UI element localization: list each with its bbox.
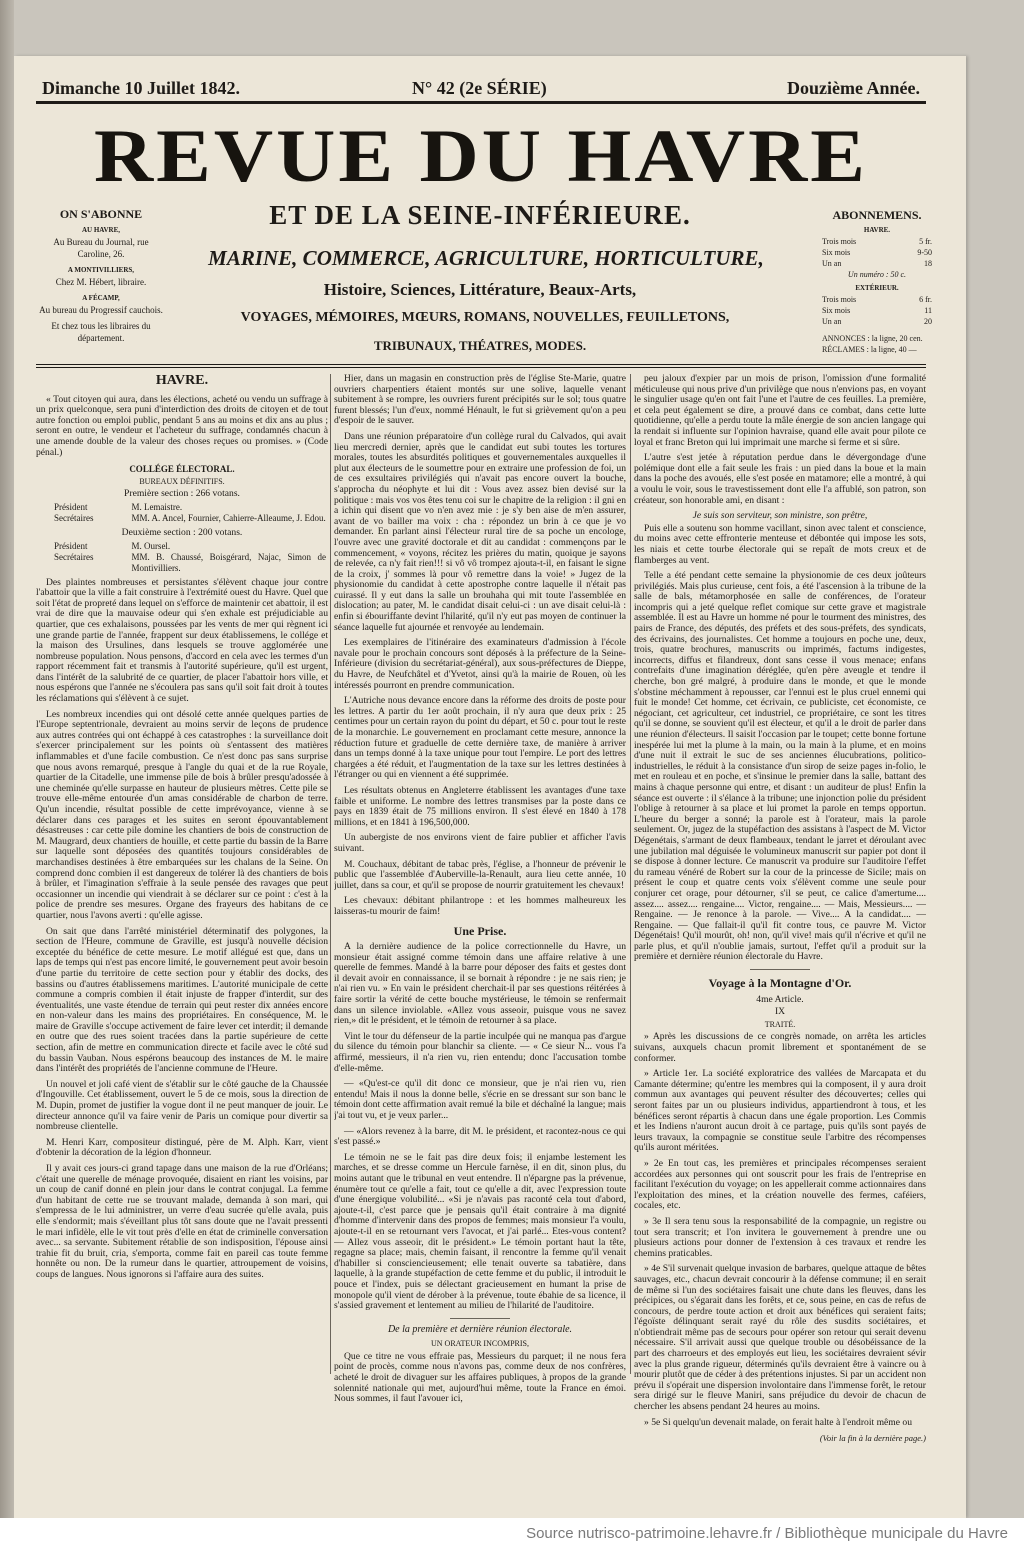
price-row: Un an 18 (822, 259, 932, 268)
article-incendies: Les nombreux incendies qui ont désolé cette année quelques parties de l'Europe septentrionale, devraient au moins servir de leçons de prudence aux autres contrées qui ont échappé à ces catastrophes : la surveillance doit s'exercer principalement sur les points où s'entassent des matières inflammables et d'une facile combustion. Ce n'est donc pas sans surprise que nous avons remarqué, presque à l'angle du quai et de la rue Royale, quartier de la Citadelle, une immense pile de bois à brûler presqu'adossée à une cheminée qu'elle surpasse en hauteur de plusieurs mètres. Cette pile se trouve elle-même entourée d'un amas considérable de charbon de terre. Qu'un incendie, résultat possible de cette imprévoyance, vienne à se déclarer dans ces parages et les suites en seront épouvantablement désastreuses : car cette pile domine les chantiers de bois de construction de M. Maugrard, deux chantiers de houille, et cette partie du bassin de la Barre sur laquelle sont déposées des quantités toujours considérables de marchandises destinées à être embarquées sur les chalans de la Seine. On comprend donc combien il est dangereux de tolérer là des chantiers de bois à brûler, et l'imagination s'effraie à la seule pensée des ravages que peut occasionner un incendie qui viendrait à se déclarer sur ce point : c'est à la police de prendre ses mesures. Organe des frayeurs des habitans de ce quartier, nous l'avons averti : qu'elle agisse. (36, 708, 328, 921)
reunion-paragraph-1: Que ce titre ne vous effraie pas, Messieurs du parquet; il ne nous fera point de procès, comme nous n'avons pas, comme deux de nos confrères, acheté le droit de divaguer sur les affaires publiques, à propos de la grande solennité nationale qui met, aujourd'hui même, toute la France en émoi. Nous sommes, il faut l'avouer ici, (334, 1350, 626, 1405)
masthead-tagline-1: MARINE, COMMERCE, AGRICULTURE, HORTICULTURE, (208, 246, 764, 270)
subscription-title: ON S'ABONNE (59, 207, 143, 221)
traite-article-5: » 5e Si quelqu'un devenait malade, on ferait halte à l'endroit même ou (644, 1416, 912, 1428)
heading-orateur: UN ORATEUR INCOMPRIS, (430, 1339, 529, 1349)
reunion-paragraph-5: Telle a été pendant cette semaine la physionomie de ces deux joûteurs privilégiés. Mais plus curieuse, cent fois, a été l'ascension à la tribune de la salle de bals, métamorphosée en salle de conférences, de l'orateur incompris qui a jeté quelque reflet comique sur cette grave et magistrale assemblée. Il est au Havre un homme né pour le tourment des ministres, des pairs de France, des députés, des préfets et des sous-préfets, des syndicats, des écrivains, des journalistes. Cet homme a toujours en poche une, deux, trois, quatre brochures, manuscrits ou imprimés, factums indigestes, incorrects, diffus et filandreux, dont sans cesse il vous menace; enfans contrefaits d'une imagination déréglée, qu'en père aveugle et tendre il cherche, bon gré malgré, à produire dans le monde, et que le monde s'obstine méchamment à repousser, car l'ennui est le plus cruel ennemi qui fuit le monde! Cet homme, cet écrivain, ce publiciste, cet économiste, ce négociant, cet agriculteur, cet industriel, ce propriétaire, ce sont les titres qu'il se donne, se souvient qu'il est électeur, et qu'il a le droit de parler dans une réunion d'électeurs. Il saisit l'occasion par le toupet; cette bonne fortune inespérée lui met la plume à la main, ou la main à la plume, et en moins d'une nuit il extrait le suc de ses anciennes élucubrations, politico-industrielles, le réduit à la consistance d'un sirop de seize pages in-folio, le met en rouleau et en poche, et s'insinue le premier dans la salle, battant des mains à chaque personne qui entre, et disant : un auditeur de plus! Enfin la séance est ouverte : il s'élance à la tribune; une injonction polie du président l'oblige à retourner à sa place et lui promet la parole en temps opportun. L'heure du berger a sonné; la parole est à l'orateur, mais la parole seulement. Or, jugez de la stupéfaction des assistans à l'aspect de M. Victor Dégenétais, s'armant de deux flambeaux, tendant le jarret et déroulant avec une jubilation mal déguisée le volumineux manuscrit sur papier pot dont il se dispose à donner lecture. Ce manuscrit va produire sur l'auditoire l'effet du rameau vénéré de Robert sur la cour de la princesse de Sicile; mais on présent le coup et quatre cents voix s'élèvent comme une seule pour conjurer cet orage, pour détourner, s'il se peut, ce calice d'amertume.... assez.... assez.... rengaine.... Victor, rengaine.... — Mais, Messieurs.... — Rengaine. — Je renonce à la parole. — Vive.... A la candidat.... — Rengaine. — Que fallait-il qu'il fit contre tous, ce pauvre M. Victor Dégenétais! Qu'il mourût, oh! non, qu'il vive! mais qu'il n'écrive et qu'il ne parle plus, et qu'il n'oublie jamais, surtout, l'effet qu'il a produit sur la première et dernière réunion électorale du Havre. (634, 570, 926, 963)
article-aubergiste: Un aubergiste de nos environs vient de faire publier et afficher l'avis suivant. (334, 832, 626, 854)
chapter-number: IX (774, 1006, 786, 1018)
article-poste-autriche: L'Autriche nous devance encore dans la réforme des droits de poste pour les lettres. A partir du 1er août prochain, il n'y aura que deux prix : 25 centimes pour un certain rayon du point du départ, et 50 c. pour tout le reste de la monarchie. Le gouvernement en proclamant cette mesure, annonce la réduction future et graduelle de cette dernière taxe, de manière à arriver dans un temps donné à la taxe unique pour tout l'empire. Le port des lettres chargées a été réduit, et l'augmentation de la taxe sur les lettres destinées à l'étranger ou qui en viennent a été supprimée. (334, 695, 626, 781)
heading-voyage: Voyage à la Montagne d'Or. (708, 976, 852, 991)
price-row: Six mois 9-50 (822, 248, 932, 257)
single-issue-price: Un numéro : 50 c. (847, 270, 907, 279)
article-ecole-navale: Les exemplaires de l'itinéraire des examinateurs d'admission à l'école navale pour le prochain concours sont déposés à la préfecture de la Seine-Inférieure (division du secrétariat-général), aux sous-préfectures de Dieppe, du Havre, de Neufchâtel et d'Yvetot, ainsi qu'à la mairie de Rouen, où les intéressés pourront en prendre communication. (334, 637, 626, 691)
havre-address: Au Bureau du Journal, rue Caroline, 26. (53, 237, 149, 259)
subscription-prices (822, 210, 932, 355)
exterieur-prices-label: EXTÉRIEUR. (855, 284, 899, 292)
traite-heading: TRAITÉ. (764, 1019, 796, 1029)
prise-paragraph-2: Vint le tour du défenseur de la partie inculpée qui ne manqua pas d'argue du silence du témoin pour blanchir sa cliente. — « Ce sieur N... vous l'a affirmé, messieurs, il n'a rien vu, rien entendu; donc l'accusation tombe d'elle-même. (334, 1030, 626, 1074)
havre-label: AU HAVRE, (82, 226, 120, 234)
price-row: Un an 20 (822, 317, 932, 326)
masthead-tagline-3: VOYAGES, MÉMOIRES, MŒURS, ROMANS, NOUVELLES, FEUILLETONS, (240, 310, 730, 325)
montivilliers-label: A MONTIVILLIERS, (67, 266, 135, 274)
article-calvados: Dans une réunion préparatoire d'un collège rural du Calvados, qui avait lieu mercredi dernier, après que le candidat eut subi toutes les tortures morales, toutes les absurdités politiques et gouvernementales auxquelles il plut aux électeurs de le soumettre pour en extraire une profession de foi, un de ces exsultaires privilégiés qui n'avait pas encore ouvert la bouche, s'approcha du néophyte et lui dit : Vous avez assez bien devisé sur la politique : mais vos vos êtes tenu coi sur le chapitre de la religion : il gni en a ichin qui disent que vo n'en avez mie : je s'y ben aise de m'en assurer, avant de vo bailler ma voix : cha : répondez un brin à ce que je vo demander. En parlant ainsi l'électeur rural tire de sa poche un encologe, l'ouvre avec une gravité doctorale et dit au candidat : commençons par le commencement, « voyons, récitez les prières du matin, quoique je sayons de relevée, ca n'y fait rien!!! si vô vô trompez ajouta-t-il, en faisant le signe de la croix, j' sommes là pour vô remettre dans la voie! » Jugez de la physionomie du candidat à cette apostrophe contre laquelle il n'était pas cuirassé. Il y eut dans la salle un brouhaha qui mit toute l'assemblée en dislocation; au pater, M. le candidat disait celui-ci : un ave disait celui-là : enfin si ébouriffante devint l'hilarité, qu'il n'y eut pas moyen de continuer la séance laquelle fut ajournée et renvoyée au lendemain. (334, 430, 626, 633)
reunion-paragraph-2: peu jaloux d'expier par un mois de prison, l'omission d'une formalité méticuleuse qui nous prive d'un privilège que nous n'envions pas, en voyant le singulier usage qu'en ont fait l'une et l'autre de ces feuilles. La première, et cela peut également se dire, a prouvé dans ce combat, dans cette lutte quotidienne, qu'elle a perdu toute la mâle énergie de son ancien langage qui la rendait si influente sur l'opinion havraise, quand elle avait pour pilote ce loyal et franc Breton qui lui imprimait une marche si ferme et si sûre. (634, 374, 926, 448)
section-2-count: Deuxième section : 200 votans. (121, 526, 243, 538)
reunion-paragraph-3: L'autre s'est jetée à réputation perdue dans le dévergondage d'une polémique dont elle a fait seule les frais : un pied dans la boue et la main dans la poche des avoués, elle s'est posée en matamore; elle a montré, à qui a voulu le voir, sous le travestissement dont elle l'a affublé, son patron, son créateur, son honorable ami, en disant : (634, 452, 926, 506)
prise-paragraph-1: A la dernière audience de la police correctionnelle du Havre, un monsieur était assigné comme témoin dans une affaire relative à une querelle de femmes. Mandé à la barre pour déposer des faits et gestes dont il devait avoir en connaissance, il se bornait à répondre : je ne sais rien; je n'ai rien vu. » En vain le président cherchait-il par ses questions réitérées à faire sortir la vérité de cette bouche mystérieuse, le témoin se renfermait dans un silence inviolable. «Allez vous asseoir, puisque vous ne savez rien,» dit le président, et le témoin de retourner à sa place. (334, 941, 626, 1027)
prise-paragraph-5: Le témoin ne se le fait pas dire deux fois; il enjambe lestement les marches, et se dresse comme un Hercule farnèse, il en dit, sinon plus, du moins autant que le tribunal en veut entendre. Il n'épargne pas la prévenue, énumère tout ce qu'elle a fait, tout ce qu'elle a dit, avec l'expression toute d'une énergique volubilité... «Si je n'avais pas raconté cela tout d'abord, ajoute-t-il, c'est parce que je pensais qu'il était contraire à ma dignité d'homme d'intervenir dans des propos de femmes; mais monsieur l'a voulu, ajoute-t-il en se retournant vers l'avocat, et j'ai parlé... Etes-vous content? — Allez vous asseoir, dit le président.» Le témoin portant haut la tête, regagne sa place; mais, chemin faisant, il rencontre la femme qu'il venait d'habiller si consciencieusement; elle tenait ouverte sa tabatière, dans laquelle, à la grande stupéfaction de cette femme et du public, il introduit le pouce et l'index, puis se délectant gracieusement en humant la prise de monopole qu'il vient de dérober à la prévenue, toute ébahie de sa licence, il s'assied gravement et lentement au milieu de l'hilarité de l'auditoire. (334, 1151, 626, 1312)
reunion-paragraph-4: Puis elle a soutenu son homme vacillant, sinon avec talent et conscience, du moins avec cette effronterie menteuse et débontée qui impose les sots, les niais et cette tourbe électorale qui se repaît de mots creux et de flamberges au vent. (634, 522, 926, 566)
masthead-tagline-2: Histoire, Sciences, Littérature, Beaux-Arts, (323, 280, 637, 299)
bureaux-heading: BUREAUX DÉFINITIFS. (139, 476, 225, 486)
column-rule (330, 374, 331, 1374)
binding-edge (0, 0, 14, 1550)
article-cafe: Un nouvel et joli café vient de s'établir sur le côté gauche de la Chaussée d'Ingouville. Cet établissement, ouvert le 5 de ce mois, sous la direction de M. Dupin, promet de justifier la vogue dont il ne peut manquer de jouir. Le directeur annonce qu'il va faire venir de Paris un comique pour divertir sa nombreuse clientelle. (36, 1078, 328, 1133)
bureau-table-1: Président M. Lemaistre. Secrétaires MM. A. Ancel, Fournier, Cahierre-Alleaume, J. Edou. (54, 501, 326, 523)
traite-article-1: » Article 1er. La société exploratrice des vallées de Marcapata et du Camante détermine; qu'entre les membres qui la composent, il y aura droit commun aux avantages qui peuvent résulter des découvertes; celles qui seront faites par un ou plusieurs individus, appartiendront à tous, et les bénéfices seront répartis à chacun dans une égale proportion. Les Commis et les Indiens n'auront aucun droit à ce partage, puis qu'ils sont payés de leurs travaux, la compagnie se constitue seule l'arbitre des récompenses qu'ils auront méritées. (634, 1068, 926, 1154)
reclames-rate: RÉCLAMES : la ligne, 40 — (822, 345, 917, 354)
article-karr: M. Henri Karr, compositeur distingué, père de M. Alph. Karr, vient d'obtenir la décoration de la légion d'honneur. (36, 1136, 328, 1159)
header-rule (36, 364, 926, 368)
heading-une-prise: Une Prise. (453, 923, 507, 938)
article-polygones: On sait que dans l'arrêté ministériel déterminatif des polygones, la section de l'Heure, commune de Graville, est jusqu'à nouvelle décision exceptée du bénéfice de cette mesure. Le motif allégué est que, dans un laps de temps qui n'est pas encore limité, le gouvernement peut avoir besoin d'une partie du territoire de cette section pour y établir des docks, des bassins ou d'autres établissemens maritimes. L'autorité municipale de cette commune a compris combien il était injuste de frapper d'interdit, sur des éventualités, une vaste étendue de terrain qui peut rester dix années encore en non-valeur dans les mains des propriétaires. En conséquence, M. le maire de Graville s'occupe activement de faire lever cet interdit; il demande en outre que des rues soient tracées dans la partie supérieure de cette section, afin de mettre en communication directe et facile avec le côté sud du bassin Vauban. Nous espérons beaucoup des instances de M. le maire dans l'intérêt des propriétés de l'ancienne commune de l'Heure. (36, 925, 328, 1075)
verse-line: Je suis son serviteur, son ministre, son prêtre, (692, 510, 868, 522)
heading-reunion: De la première et dernière réunion électorale. (387, 1323, 573, 1335)
traite-article-3: » 3e Il sera tenu sous la responsabilité de la compagnie, un registre ou tout sera transcrit; et l'on invitera le gouvernement à prendre une ou plusieurs actions pour donner de l'extension à ces travaux et rendre les chemins praticables. (634, 1215, 926, 1259)
issue-date: Dimanche 10 Juillet 1842. (42, 78, 240, 98)
source-credit: Source nutrisco-patrimoine.lehavre.fr / Bibliothèque municipale du Havre (526, 1525, 1008, 1542)
montivilliers-address: Chez M. Hébert, libraire. (55, 277, 147, 287)
traite-paragraph-1: » Après les discussions de ce congrès nomade, on arrêta les articles suivans, auxquels chacun promit librement et spontanément de se conformer. (634, 1031, 926, 1064)
price-row: Six mois 11 (822, 306, 932, 315)
article-poste-angleterre: Les résultats obtenus en Angleterre établissent les avantages d'une taxe faible et uniforme. Le nombre des lettres transmises par la poste dans ce pays en 1839 était de 75 millions environ. Il s'est élevé en 1840 à 178 millions, et en 1841 à 196,500,000. (334, 784, 626, 828)
prise-paragraph-4: — «Alors revenez à la barre, dit M. le président, et racontez-nous ce qui s'est passé.» (334, 1125, 626, 1148)
continued-note: (Voir la fin à la dernière page.) (819, 1433, 926, 1444)
subscription-footer: Et chez tous les libraires du département. (51, 321, 151, 343)
fecamp-label: A FÉCAMP, (82, 294, 120, 302)
traite-article-4: » 4e S'il survenait quelque invasion de barbares, quelque attaque de bêtes sauvages, etc., chacun devrait concourir à la défense commune; il en serait de même si l'un des sociétaires faisait une chute dans les fleuves, dans les précipices, ou s'égarait dans les forêts, et ce, sous peine, en cas de refus de concours, de perdre toute action et droit aux bénéfices qui seraient faits; l'égoïste délinquant serait rayé du rôle des susdits sociétaires, et n'obtiendrait même pas de secours pour opérer son retour qui serait devenu nécessaire. S'il arrivait aussi que quelque trouble ou désobéissance de la part des charroeurs et des employés eut lieu, les sociétaires devraient sévir avec la plus grande rigueur, déterminés qu'ils devraient être à vaincre ou à mourir plutôt que de céder à des prétentions injustes. Si par un accident non prévu il s'opérait une dispersion involontaire dans l'immense forêt, le retour sera dirigé sur le fleuve Maniri, sans préjudice du devoir de chacun de chercher les absens pendant 24 heures au moins. (634, 1263, 926, 1413)
article-menage: Il y avait ces jours-ci grand tapage dans une maison de la rue d'Orléans; c'était une querelle de ménage provoquée, disaient en riant les voisins, par un coup de canif donné en plein jour dans le contrat conjugal. La femme d'un habitant de cette rue se trouvant malade, demanda à son mari, qui s'empressa de le lui administrer, un verre d'eau sucrée qu'elle avala, puis elle s'endormit; mais s'éveillant plus tôt sans doute que ne l'avait pressenti le mari infidèle, elle le vit tout près d'elle en état de criminelle conversation avec... sa servante. Subitement rétablie de son indisposition, l'épouse ainsi trahie fit du bruit, cria, s'emporta, comme fait en pareil cas toute femme honnête ou non. De la rumeur dans le quartier, attroupement de voisins, coups de langues. Nous ignorons si l'affaire aura des suites. (36, 1163, 328, 1280)
separator (450, 1318, 510, 1319)
price-row: Trois mois 6 fr. (822, 295, 932, 304)
article-charpentiers: Hier, dans un magasin en construction près de l'église Ste-Marie, quatre ouvriers charpentiers étaient montés sur une solive, laquelle venant subitement à se rompre, les ouvriers furent précipités sur le sol; tous quatre furent blessés; l'un d'eux, nommé Hénault, le fut si grièvement qu'on a peu d'espoir de le sauver. (334, 374, 626, 427)
issue-year: Douzième Année. (787, 78, 920, 98)
fecamp-address: Au bureau du Progressif cauchois. (39, 305, 163, 315)
dateline (36, 74, 926, 104)
article-couchaux: M. Couchaux, débitant de tabac près, l'église, a l'honneur de prévenir le public que l'assemblée d'Auberville-la-Renault, aura lieu cette année, 10 juillet, dans sa cour, et qu'il se propose de nourrir gratuitement les chevaux! (334, 858, 626, 891)
college-heading: COLLÉGE ÉLECTORAL. (129, 464, 235, 475)
masthead-subtitle: ET DE LA SEINE-INFÉRIEURE. (269, 200, 691, 230)
section-heading-havre: HAVRE. (155, 374, 209, 388)
prices-title: ABONNEMENS. (832, 208, 922, 222)
article-chevaux: Les chevaux: débitant philantrope : et les hommes malheureux les laisseras-tu mourir de faim! (334, 895, 626, 917)
column-2 (334, 374, 626, 1484)
traite-article-2: » 2e En tout cas, les premières et principales récompenses seraient accordées aux personnes qui ont souscrit pour les frais de l'entreprise en facilitant l'exécution du voyage; on les appellerait comme actionnaires dans l'exploitation des mines, et la création nouvelle des fermes, caféiers, cocales, etc. (634, 1157, 926, 1212)
source-footer (0, 1518, 1024, 1550)
article-number: 4me Article. (756, 993, 804, 1005)
prise-paragraph-3: — «Qu'est-ce qu'il dit donc ce monsieur, que je n'ai rien vu, rien entendu! Mais il nous la donne belle, s'écrie en se dressant sur son banc le témoin dont cette affirmation avait remué la bile et déchaîné la langue; mais j'ai tout vu, et je veux parler... (334, 1078, 626, 1121)
masthead-tagline-4: TRIBUNAUX, THÉATRES, MODES. (373, 338, 587, 353)
bureau-table-2: Président M. Oursel. Secrétaires MM. B. Chaussé, Boisgérard, Najac, Simon de Montivilliers. (54, 540, 326, 573)
scan-top-band (0, 0, 1024, 56)
price-row: Trois mois 5 fr. (822, 237, 932, 246)
issue-number: N° 42 (2e SÉRIE) (412, 78, 547, 98)
column-3 (634, 374, 926, 1484)
separator (750, 969, 810, 970)
column-rule (630, 374, 631, 1374)
article-abattoir: Des plaintes nombreuses et persistantes s'élèvent chaque jour contre l'abattoir que la ville a fait construire à l'extrémité ouest du Havre. Quel que soit l'état de propreté dans lequel on s'efforce de maintenir cet abattoir, il est vrai de dire que la mauvaise odeur qui s'en exhale est préjudiciable au quartier, que ces exhalaisons, poussées par les vents de mer qui règnent ici une grande partie de l'année, frappent sur deux établissemens, le collége et la maison des Ursulines, dans lesquels se trouve agglomérée une nombreuse population. Nous pensons, d'accord en cela avec les termes d'un rapport récemment fait et transmis à l'autorité supérieure, qu'il est urgent, dans l'intérêt de la salubrité de ce quartier, de placer l'abattoir hors ville, et nous espérons que l'année ne s'écoulera pas sans qu'il soit fait droit à toutes les réclamations qui s'élèvent à ce sujet. (36, 576, 328, 705)
penal-code-quote: « Tout citoyen qui aura, dans les élections, acheté ou vendu un suffrage à un prix quelconque, sera puni d'interdiction des droits de citoyen et de tout autre fonction ou emploi public, pendant 5 ans au moins et dix ans au plus ; seront en outre, le vendeur et l'acheteur du suffrage, condamnés chacun à une amende double de la valeur des choses reçues ou promises. » (Code pénal.) (36, 393, 328, 458)
column-1 (36, 374, 328, 1484)
annonces-rate: ANNONCES : la ligne, 20 cen. (822, 334, 923, 343)
masthead-title: REVUE DU HAVRE (93, 113, 869, 198)
subscription-locations (36, 208, 166, 344)
havre-prices-label: HAVRE. (863, 226, 891, 234)
section-1-count: Première section : 266 votans. (124, 488, 240, 500)
